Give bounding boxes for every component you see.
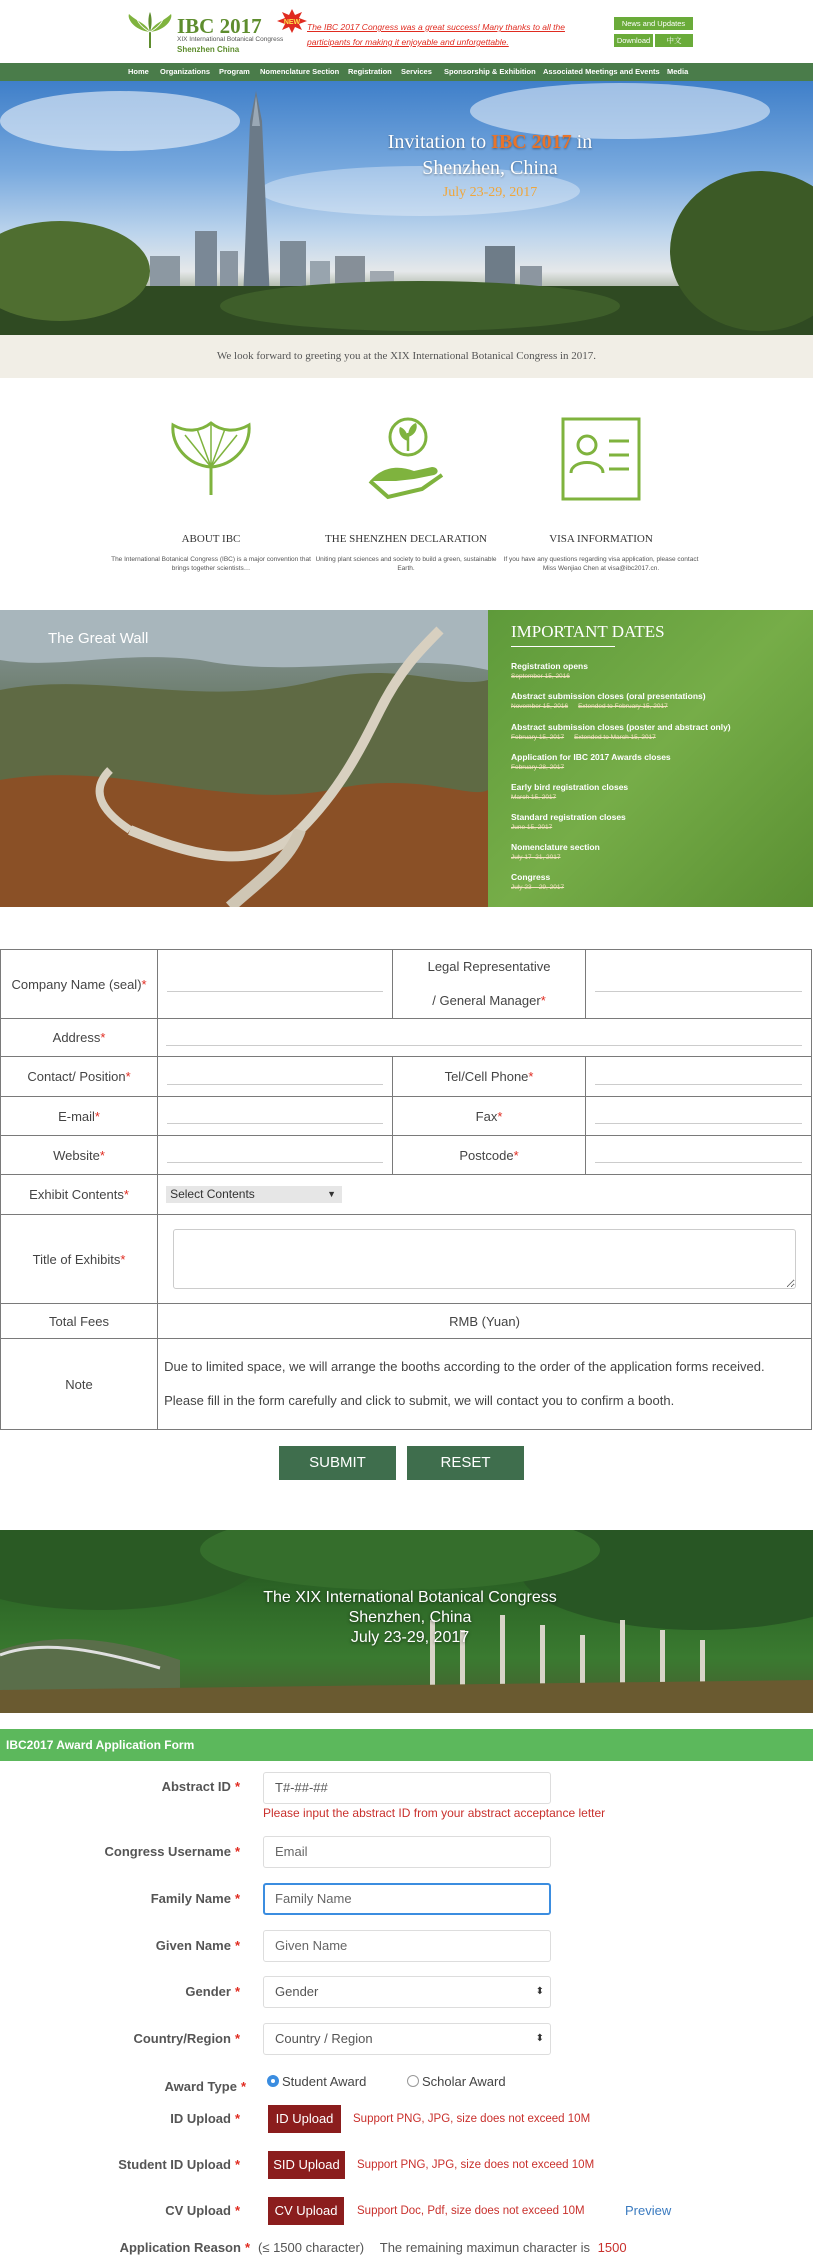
logo-location: Shenzhen China (177, 45, 240, 54)
chinese-language-button[interactable]: 中文 (655, 34, 693, 47)
cv-upload-label: CV Upload * (165, 2203, 240, 2218)
date-extended: Extended to March 15, 2017 (574, 734, 656, 741)
site-header (0, 0, 813, 63)
award-type-label: Award Type * (164, 2079, 246, 2094)
postcode-cell (586, 1136, 812, 1175)
chevron-down-icon: ▼ (327, 1189, 337, 1199)
date-original: March 15, 2017 (511, 794, 557, 801)
abstract-id-hint: Please input the abstract ID from your abstract acceptance letter (263, 1806, 606, 1820)
fax-input[interactable] (595, 1108, 802, 1124)
nav-program[interactable]: Program (219, 67, 250, 76)
hero-title-post: in (576, 131, 593, 153)
company-name-cell (158, 950, 393, 1019)
nav-media[interactable]: Media (667, 67, 689, 76)
title-exhibits-label: Title of Exhibits* (1, 1215, 158, 1304)
date-value (511, 733, 801, 743)
select-arrows-icon: ⬍ (535, 1986, 544, 1997)
feature-desc: The International Botanical Congress (IBC) is a major convention that brings together scientists… (111, 556, 311, 572)
feature-desc: Uniting plant sciences and society to build a green, sustainable Earth. (315, 556, 497, 572)
contact-input[interactable] (167, 1069, 382, 1085)
nav-associated-meetings[interactable]: Associated Meetings and Events (543, 67, 660, 76)
given-name-label: Given Name * (155, 1938, 240, 1953)
reset-button[interactable]: RESET (407, 1446, 524, 1480)
gender-select[interactable]: Gender ⬍ (263, 1976, 551, 2008)
date-label: Early bird registration closes (511, 782, 629, 792)
username-input[interactable]: Email (263, 1836, 551, 1868)
logo-title: IBC 2017 (177, 14, 262, 38)
wall-caption: The Great Wall (48, 630, 149, 647)
feature-visa-information[interactable] (501, 415, 701, 573)
radio-unchecked-icon (407, 2075, 419, 2087)
nav-organizations[interactable]: Organizations (160, 67, 211, 76)
exhibit-contents-label: Exhibit Contents* (1, 1175, 158, 1215)
nav-sponsorship-exhibition[interactable]: Sponsorship & Exhibition (444, 67, 536, 76)
date-value (511, 702, 801, 712)
note-label: Note (1, 1339, 158, 1430)
address-label: Address* (1, 1019, 158, 1057)
hero-title-line2: Shenzhen, China (422, 157, 558, 179)
date-value (511, 823, 801, 833)
sid-upload-hint: Support PNG, JPG, size does not exceed 10M (357, 2159, 595, 2171)
submit-button[interactable]: SUBMIT (279, 1446, 396, 1480)
date-value (511, 883, 801, 893)
important-dates-panel (488, 610, 813, 907)
date-original: February 15, 2017 (511, 734, 565, 741)
tel-label: Tel/Cell Phone* (393, 1057, 586, 1097)
congress-banner (0, 1530, 813, 1713)
legal-rep-input[interactable] (595, 976, 802, 992)
award-form-title: IBC2017 Award Application Form (0, 1729, 813, 1761)
country-label: Country/Region * (133, 2031, 240, 2046)
hero-banner (0, 81, 813, 335)
address-cell (158, 1019, 812, 1057)
application-reason-label: Application Reason * (119, 2240, 250, 2255)
new-badge-text: NEW (283, 19, 301, 26)
date-original: July 17–21, 2017 (511, 854, 561, 861)
date-value (511, 672, 801, 682)
date-extended: Extended to February 15, 2017 (578, 703, 668, 710)
important-dates-title: IMPORTANT DATES (511, 622, 665, 641)
feature-title: ABOUT IBC (181, 533, 241, 545)
family-name-input[interactable]: Family Name (263, 1883, 551, 1915)
banner-line2: Shenzhen, China (348, 1609, 472, 1626)
main-nav (0, 63, 813, 81)
legal-rep-cell (586, 950, 812, 1019)
scholar-award-radio[interactable]: Scholar Award (407, 2074, 506, 2089)
cv-upload-button[interactable]: CV Upload (268, 2197, 344, 2225)
great-wall-image (0, 610, 488, 907)
note-text: Due to limited space, we will arrange the booths according to the order of the application forms received. Please fill in the form carefully and click to submit, we will contact you to confirm a booth. (158, 1339, 812, 1430)
email-input[interactable] (167, 1108, 382, 1124)
nav-nomenclature-section[interactable]: Nomenclature Section (260, 67, 340, 76)
date-value (511, 793, 801, 803)
contact-label: Contact/ Position* (1, 1057, 158, 1097)
date-label: Congress (511, 872, 551, 882)
cv-upload-hint: Support Doc, Pdf, size does not exceed 10M (357, 2205, 585, 2217)
date-label: Registration opens (511, 661, 588, 671)
family-name-label: Family Name * (150, 1891, 240, 1906)
date-label: Abstract submission closes (poster and abstract only) (511, 722, 731, 732)
select-arrows-icon: ⬍ (535, 2033, 544, 2044)
company-name-label: Company Name (seal)* (1, 950, 158, 1019)
cv-preview-link[interactable]: Preview (625, 2203, 672, 2218)
date-original: November 15, 2016 (511, 703, 569, 710)
feature-title: VISA INFORMATION (549, 533, 653, 545)
news-updates-button[interactable]: News and Updates (614, 17, 693, 30)
date-label: Application for IBC 2017 Awards closes (511, 752, 671, 762)
student-award-radio[interactable]: Student Award (267, 2074, 366, 2089)
date-item (511, 871, 801, 893)
id-upload-button[interactable]: ID Upload (268, 2105, 341, 2133)
exhibit-contents-select[interactable]: Select Contents ▼ (166, 1186, 342, 1203)
website-label: Website* (1, 1136, 158, 1175)
ginkgo-logo-icon (125, 12, 175, 52)
id-upload-hint: Support PNG, JPG, size does not exceed 10M (353, 2113, 591, 2125)
feature-shenzhen-declaration[interactable] (306, 415, 506, 573)
date-original: February 28, 2017 (511, 764, 565, 771)
id-upload-label: ID Upload * (170, 2111, 240, 2126)
address-input[interactable] (166, 1030, 802, 1046)
new-badge-icon (277, 9, 307, 33)
website-cell (158, 1136, 393, 1175)
date-value (511, 853, 801, 863)
date-label: Standard registration closes (511, 812, 626, 822)
date-item (511, 690, 801, 712)
website-input[interactable] (167, 1147, 382, 1163)
date-item (511, 781, 801, 803)
given-name-input[interactable]: Given Name (263, 1930, 551, 1962)
country-select[interactable]: Country / Region ⬍ (263, 2023, 551, 2055)
email-cell (158, 1097, 393, 1136)
abstract-id-input[interactable]: T#-##-## (263, 1772, 551, 1804)
postcode-input[interactable] (595, 1147, 802, 1163)
date-item (511, 811, 801, 833)
total-fees-value: RMB (Yuan) (158, 1304, 812, 1339)
abstract-id-label: Abstract ID * (161, 1779, 240, 1794)
exhibition-application-table (0, 949, 812, 1430)
download-button[interactable]: Download (614, 34, 653, 47)
gender-label: Gender * (185, 1984, 240, 1999)
ginkgo-leaf-icon (167, 415, 255, 503)
date-label: Abstract submission closes (oral presentations) (511, 691, 706, 701)
congress-banner-text (240, 1588, 580, 1648)
application-reason-hint (258, 2240, 627, 2255)
hero-title-accent: IBC 2017 (491, 131, 572, 153)
hero-title (290, 129, 690, 181)
dates-divider (511, 646, 615, 647)
date-original: July 23 – 29, 2017 (511, 884, 565, 891)
date-item (511, 751, 801, 773)
exhibit-contents-cell (158, 1175, 812, 1215)
fax-cell (586, 1097, 812, 1136)
ibc-logo[interactable] (125, 12, 284, 54)
legal-rep-label: Legal Representative / General Manager* (393, 950, 586, 1019)
feature-desc: If you have any questions regarding visa application, please contact Miss Wenjiao Chen at visa@ibc2017.cn. (503, 556, 699, 572)
date-label: Nomenclature section (511, 842, 600, 852)
hero-title-pre: Invitation to (387, 131, 487, 153)
nav-services[interactable]: Services (401, 67, 432, 76)
total-fees-label: Total Fees (1, 1304, 158, 1339)
title-exhibits-cell (158, 1215, 812, 1304)
date-item (511, 660, 801, 682)
id-card-icon (557, 415, 645, 503)
welcome-message: We look forward to greeting you at the XIX International Botanical Congress in 2017. (0, 335, 813, 378)
feature-title: THE SHENZHEN DECLARATION (325, 533, 487, 545)
username-label: Congress Username * (104, 1844, 240, 1859)
banner-line3: July 23-29, 2017 (350, 1629, 470, 1646)
shenzhen-skyline-image (0, 81, 813, 335)
date-value (511, 763, 801, 773)
student-id-upload-label: Student ID Upload * (118, 2157, 240, 2172)
feature-about-ibc[interactable] (111, 415, 311, 573)
banner-line1: The XIX International Botanical Congress (263, 1589, 557, 1606)
fax-label: Fax* (393, 1097, 586, 1136)
news-ticker[interactable]: The IBC 2017 Congress was a great success! Many thanks to all the participants for making it enjoyable and unforgettable. (307, 22, 565, 47)
company-name-input[interactable] (167, 976, 382, 992)
date-original: June 15, 2017 (511, 824, 553, 831)
title-exhibits-textarea[interactable] (173, 1229, 796, 1289)
tel-input[interactable] (595, 1069, 802, 1085)
contact-cell (158, 1057, 393, 1097)
sid-upload-button[interactable]: SID Upload (268, 2151, 345, 2179)
postcode-label: Postcode* (393, 1136, 586, 1175)
date-original: September 15, 2016 (511, 673, 570, 680)
hero-dates: July 23-29, 2017 (442, 185, 538, 200)
email-label: E-mail* (1, 1097, 158, 1136)
tel-cell (586, 1057, 812, 1097)
reason-remaining-count: 1500 (597, 2240, 627, 2255)
reason-limit: (≤ 1500 character) (258, 2240, 365, 2255)
date-item (511, 721, 801, 743)
nav-registration[interactable]: Registration (348, 67, 392, 76)
nav-home[interactable]: Home (128, 67, 149, 76)
radio-checked-icon (267, 2075, 279, 2087)
logo-subtitle: XIX International Botanical Congress (177, 36, 284, 43)
date-item (511, 841, 801, 863)
hand-plant-icon (362, 415, 450, 503)
reason-remaining-label: The remaining maximun character is (379, 2240, 591, 2255)
